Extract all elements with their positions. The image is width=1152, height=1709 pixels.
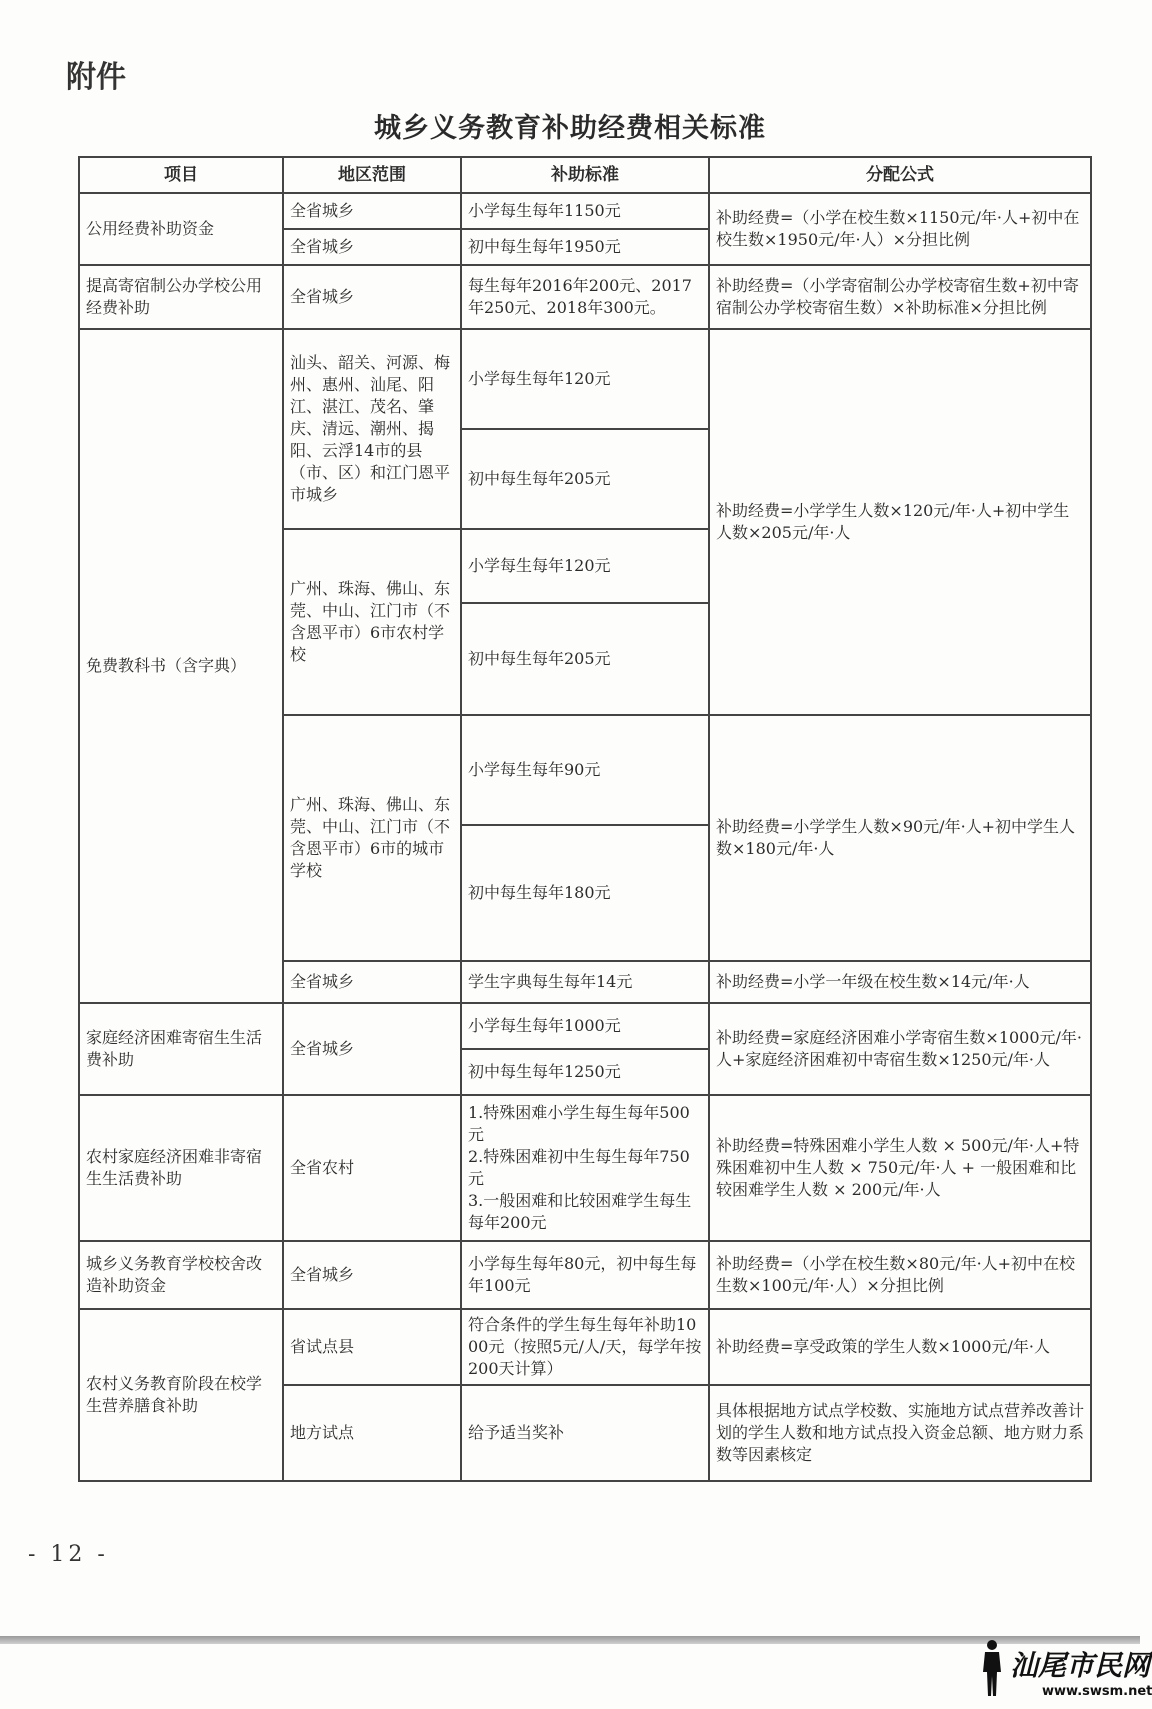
header-item: 项目: [79, 157, 283, 193]
site-watermark: [980, 1634, 1152, 1706]
area-cell: 全省城乡: [283, 229, 461, 265]
table-row: [79, 329, 1091, 429]
table-row: [79, 1309, 1091, 1385]
table-row: [79, 1241, 1091, 1309]
formula-cell: 补助经费=（小学在校生数×1150元/年·人+初中在校生数×1950元/年·人）×分担比例: [709, 193, 1091, 265]
standard-cell: 小学每生每年120元: [461, 529, 709, 603]
area-cell: 全省城乡: [283, 1003, 461, 1095]
standard-line: 2.特殊困难初中生每生每年750元: [468, 1147, 690, 1188]
standard-cell: 初中每生每年205元: [461, 603, 709, 715]
header-area: 地区范围: [283, 157, 461, 193]
area-cell: 省试点县: [283, 1309, 461, 1385]
area-cell: 全省农村: [283, 1095, 461, 1241]
standard-cell: 小学每生每年120元: [461, 329, 709, 429]
area-cell: 全省城乡: [283, 1241, 461, 1309]
area-cell: 全省城乡: [283, 265, 461, 329]
area-cell: 地方试点: [283, 1385, 461, 1481]
formula-cell: 补助经费=特殊困难小学生人数 × 500元/年·人+特殊困难初中生人数 × 750元/年·人 + 一般困难和比较困难学生人数 × 200元/年·人: [709, 1095, 1091, 1241]
standard-cell: 初中每生每年180元: [461, 825, 709, 961]
item-cell: 提高寄宿制公办学校公用经费补助: [79, 265, 283, 329]
standard-cell: 符合条件的学生每生每年补助1000元（按照5元/人/天，每学年按200天计算）: [461, 1309, 709, 1385]
area-cell: 全省城乡: [283, 193, 461, 229]
standard-cell: 小学每生每年1150元: [461, 193, 709, 229]
standard-cell: 小学每生每年80元，初中每生每年100元: [461, 1241, 709, 1309]
table-row: [79, 193, 1091, 229]
standard-cell: 初中每生每年205元: [461, 429, 709, 529]
watermark-site-name: 汕尾市民网: [1010, 1649, 1151, 1682]
formula-cell: 补助经费=小学学生人数×90元/年·人+初中学生人数×180元/年·人: [709, 715, 1091, 961]
standard-cell: 小学每生每年1000元: [461, 1003, 709, 1049]
standard-cell: 初中每生每年1250元: [461, 1049, 709, 1095]
formula-cell: 补助经费=（小学在校生数×80元/年·人+初中在校生数×100元/年·人）×分担比例: [709, 1241, 1091, 1309]
table-row: [79, 1095, 1091, 1241]
person-silhouette-icon: [980, 1638, 1004, 1698]
item-cell: 农村义务教育阶段在校学生营养膳食补助: [79, 1309, 283, 1481]
standard-cell: [461, 1095, 709, 1241]
item-cell: 城乡义务教育学校校舍改造补助资金: [79, 1241, 283, 1309]
item-cell: 公用经费补助资金: [79, 193, 283, 265]
standard-cell: 初中每生每年1950元: [461, 229, 709, 265]
area-cell: 广州、珠海、佛山、东莞、中山、江门市（不含恩平市）6市农村学校: [283, 529, 461, 715]
area-cell: 广州、珠海、佛山、东莞、中山、江门市（不含恩平市）6市的城市学校: [283, 715, 461, 961]
area-cell: 全省城乡: [283, 961, 461, 1003]
formula-cell: 补助经费=享受政策的学生人数×1000元/年·人: [709, 1309, 1091, 1385]
standard-cell: 每生每年2016年200元、2017年250元、2018年300元。: [461, 265, 709, 329]
standard-cell: 给予适当奖补: [461, 1385, 709, 1481]
formula-cell: 补助经费=小学一年级在校生数×14元/年·人: [709, 961, 1091, 1003]
header-standard: 补助标准: [461, 157, 709, 193]
formula-cell: 具体根据地方试点学校数、实施地方试点营养改善计划的学生人数和地方试点投入资金总额、地方财力系数等因素核定: [709, 1385, 1091, 1481]
formula-cell: 补助经费=（小学寄宿制公办学校寄宿生数+初中寄宿制公办学校寄宿生数）×补助标准×分担比例: [709, 265, 1091, 329]
attachment-label: 附件: [66, 60, 126, 95]
header-formula: 分配公式: [709, 157, 1091, 193]
page-number: - 12 -: [28, 1542, 109, 1567]
table-header-row: [79, 157, 1091, 193]
standard-line: 3.一般困难和比较困难学生每生每年200元: [468, 1191, 692, 1232]
formula-cell: 补助经费=小学学生人数×120元/年·人+初中学生人数×205元/年·人: [709, 329, 1091, 715]
document-title: 城乡义务教育补助经费相关标准: [374, 113, 766, 144]
area-cell: 汕头、韶关、河源、梅州、惠州、汕尾、阳江、湛江、茂名、肇庆、清远、潮州、揭阳、云浮14市的县（市、区）和江门恩平市城乡: [283, 329, 461, 529]
standards-table: [78, 156, 1092, 1482]
standard-cell: 小学每生每年90元: [461, 715, 709, 825]
item-cell: 农村家庭经济困难非寄宿生生活费补助: [79, 1095, 283, 1241]
item-cell: 家庭经济困难寄宿生生活费补助: [79, 1003, 283, 1095]
watermark-url: www.swsm.net: [1042, 1684, 1152, 1699]
standard-cell: 学生字典每生每年14元: [461, 961, 709, 1003]
table-row: [79, 1003, 1091, 1049]
item-cell: 免费教科书（含字典）: [79, 329, 283, 1003]
table-row: [79, 265, 1091, 329]
standard-line: 1.特殊困难小学生每生每年500元: [468, 1103, 690, 1144]
footer-divider: [0, 1636, 1140, 1644]
formula-cell: 补助经费=家庭经济困难小学寄宿生数×1000元/年·人+家庭经济困难初中寄宿生数×1250元/年·人: [709, 1003, 1091, 1095]
